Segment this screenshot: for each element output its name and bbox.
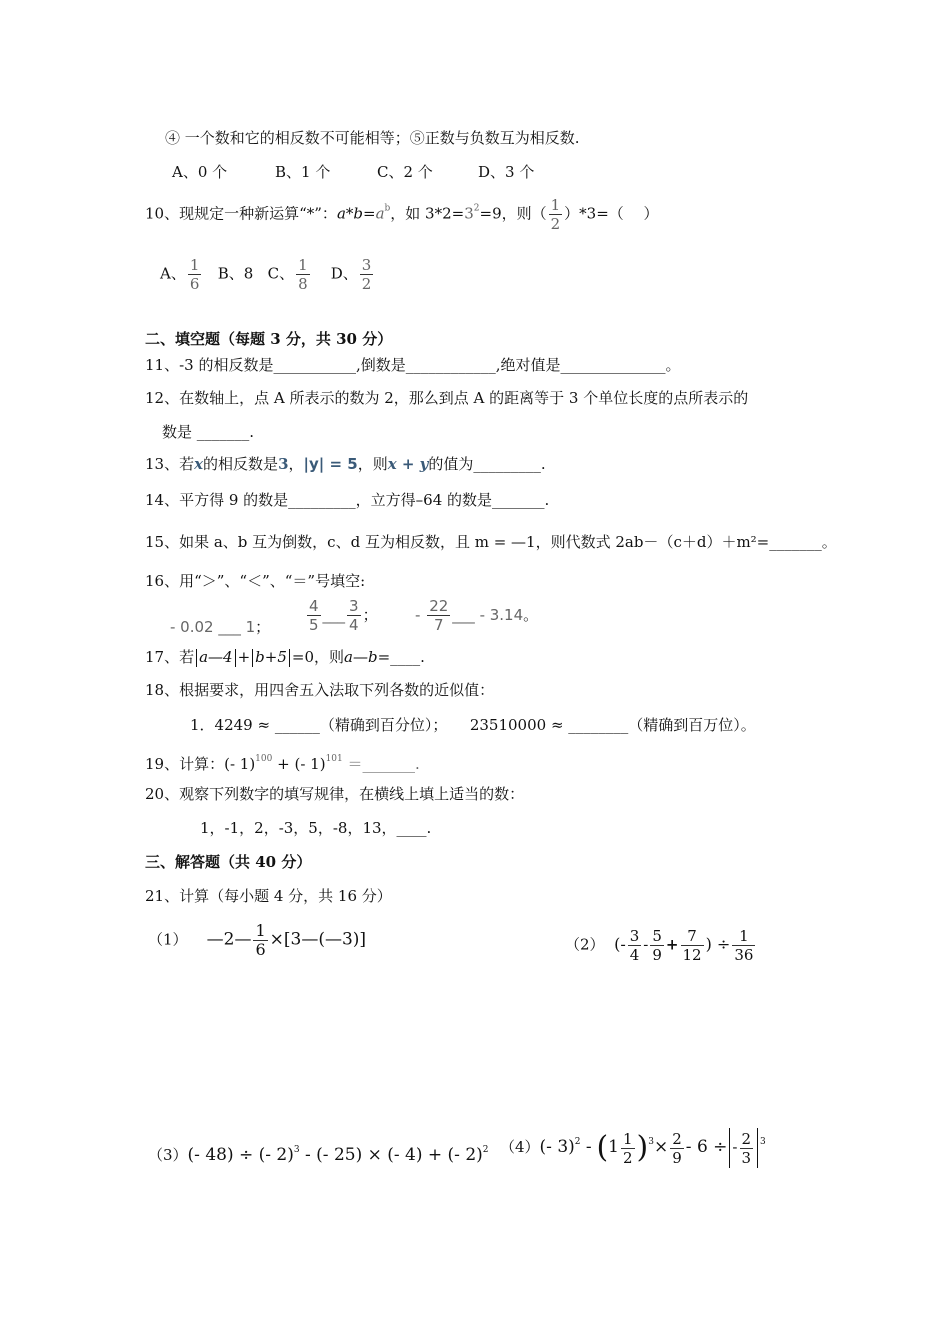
q16-title: 16、用“＞”、“＜”、“＝”号填空: [145,572,366,590]
fraction-option-d: $\frac{3}{2}$ [361,256,372,293]
fraction-5-9: $\frac{5}{9}$ [652,927,662,964]
q12-line2: 数是 _______. [162,423,255,441]
q10-options: A、 $\frac{1}{6}$ B、8 C、 $\frac{1}{8}$ D、 $\frac{3}{2}$ [160,256,372,293]
q13: 13、若x的相反数是3，|y| = 5，则x + y的值为_________. [145,455,546,473]
fraction-3-4b: $\frac{3}{4}$ [629,927,640,964]
q9-option-b: B、1 个 [275,163,331,181]
problem-3: （3）(- 48) ÷ (- 2)$^3$ - (- 25) × (- 4) + (- 2)$^2$ [148,1145,489,1165]
q14: 14、平方得 9 的数是_________，立方得–64 的数是_______. [145,491,550,509]
q18-title: 18、根据要求，用四舍五入法取下列各数的近似值： [145,681,495,699]
q9-option-a: A、0 个 [172,163,228,181]
fraction-1-36: $\frac{1}{36}$ [734,927,754,964]
q16-compare-1: - 0.02 ___ 1； [170,618,271,636]
fraction-half: $\frac{1}{2}$ [550,196,561,233]
fraction-2-9: $\frac{2}{9}$ [672,1129,682,1167]
q12-line1: 12、在数轴上，点 A 所表示的数为 2，那么到点 A 的距离等于 3 个单位长度的点所表示的 [145,389,749,407]
q10-question: 10、现规定一种新运算“*”：$a*b=a^b$，如 $3*2=3^2=9$，则（ $\frac{1}{2}$ ）*3=（ ） [145,196,659,233]
fraction-option-c: $\frac{1}{8}$ [298,256,308,293]
q16-compare-2: $\frac{4}{5}$ ___ $\frac{3}{4}$ ； [309,597,378,634]
q9-option-c: C、2 个 [377,163,433,181]
q19: 19、计算：(- 1)$^{100}$ + (- 1)$^{101}$ ＝_______. [145,754,420,773]
section-3-heading: 三、解答题（共 40 分） [145,853,312,871]
q21-title: 21、计算（每小题 4 分，共 16 分） [145,887,392,905]
fraction-1-6: $\frac{1}{6}$ [255,921,266,959]
q17: 17、若 a—4 + b+5 =0，则a—b=____. [145,648,425,666]
fraction-4-5: $\frac{4}{5}$ [309,597,319,634]
problem-2: （2） (- $\frac{3}{4}$ - $\frac{5}{9}$ + $\frac{7}{12}$ ) ÷ $\frac{1}{36}$ [565,927,754,964]
section-2-heading: 二、填空题（每题 3 分，共 30 分） [145,330,393,348]
q15: 15、如果 a、b 互为倒数，c、d 互为相反数，且 m = —1，则代数式 2ab－（c＋d）＋m²=_______。 [145,533,837,551]
fraction-option-a: $\frac{1}{6}$ [189,256,200,293]
fraction-7-12: $\frac{7}{12}$ [682,927,702,964]
problem-4: （4）(- 3)$^2$ - (1 $\frac{1}{2}$ )$^3$× $\frac{2}{9}$ - 6 ÷ - $\frac{2}{3}$ $^3$ [500,1129,766,1167]
fraction-2-3: $\frac{2}{3}$ [741,1129,752,1167]
problem-1: （1） —2— $\frac{1}{6}$ ×[3—(—3)] [148,921,367,959]
fraction-3-4: $\frac{3}{4}$ [349,597,359,634]
q20-title: 20、观察下列数字的填写规律，在横线上填上适当的数： [145,785,525,803]
fraction-1-2b: $\frac{1}{2}$ [623,1129,633,1167]
q20-sequence: 1，-1，2，-3，5，-8，13，____. [200,819,432,837]
q9-option-d: D、3 个 [478,163,535,181]
q9-statement-line: ④ 一个数和它的相反数不可能相等；⑤正数与负数互为相反数. [165,129,580,147]
q18-line: 1．4249 ≈ ______（精确到百分位）； 23510000 ≈ ________（精确到百万位）。 [190,716,756,734]
q16-compare-3: - $\frac{22}{7}$ ___ - 3.14。 [415,597,539,634]
q11: 11、-3 的相反数是___________,倒数是____________,绝对值是______________。 [145,356,681,374]
fraction-22-7: $\frac{22}{7}$ [429,597,449,634]
